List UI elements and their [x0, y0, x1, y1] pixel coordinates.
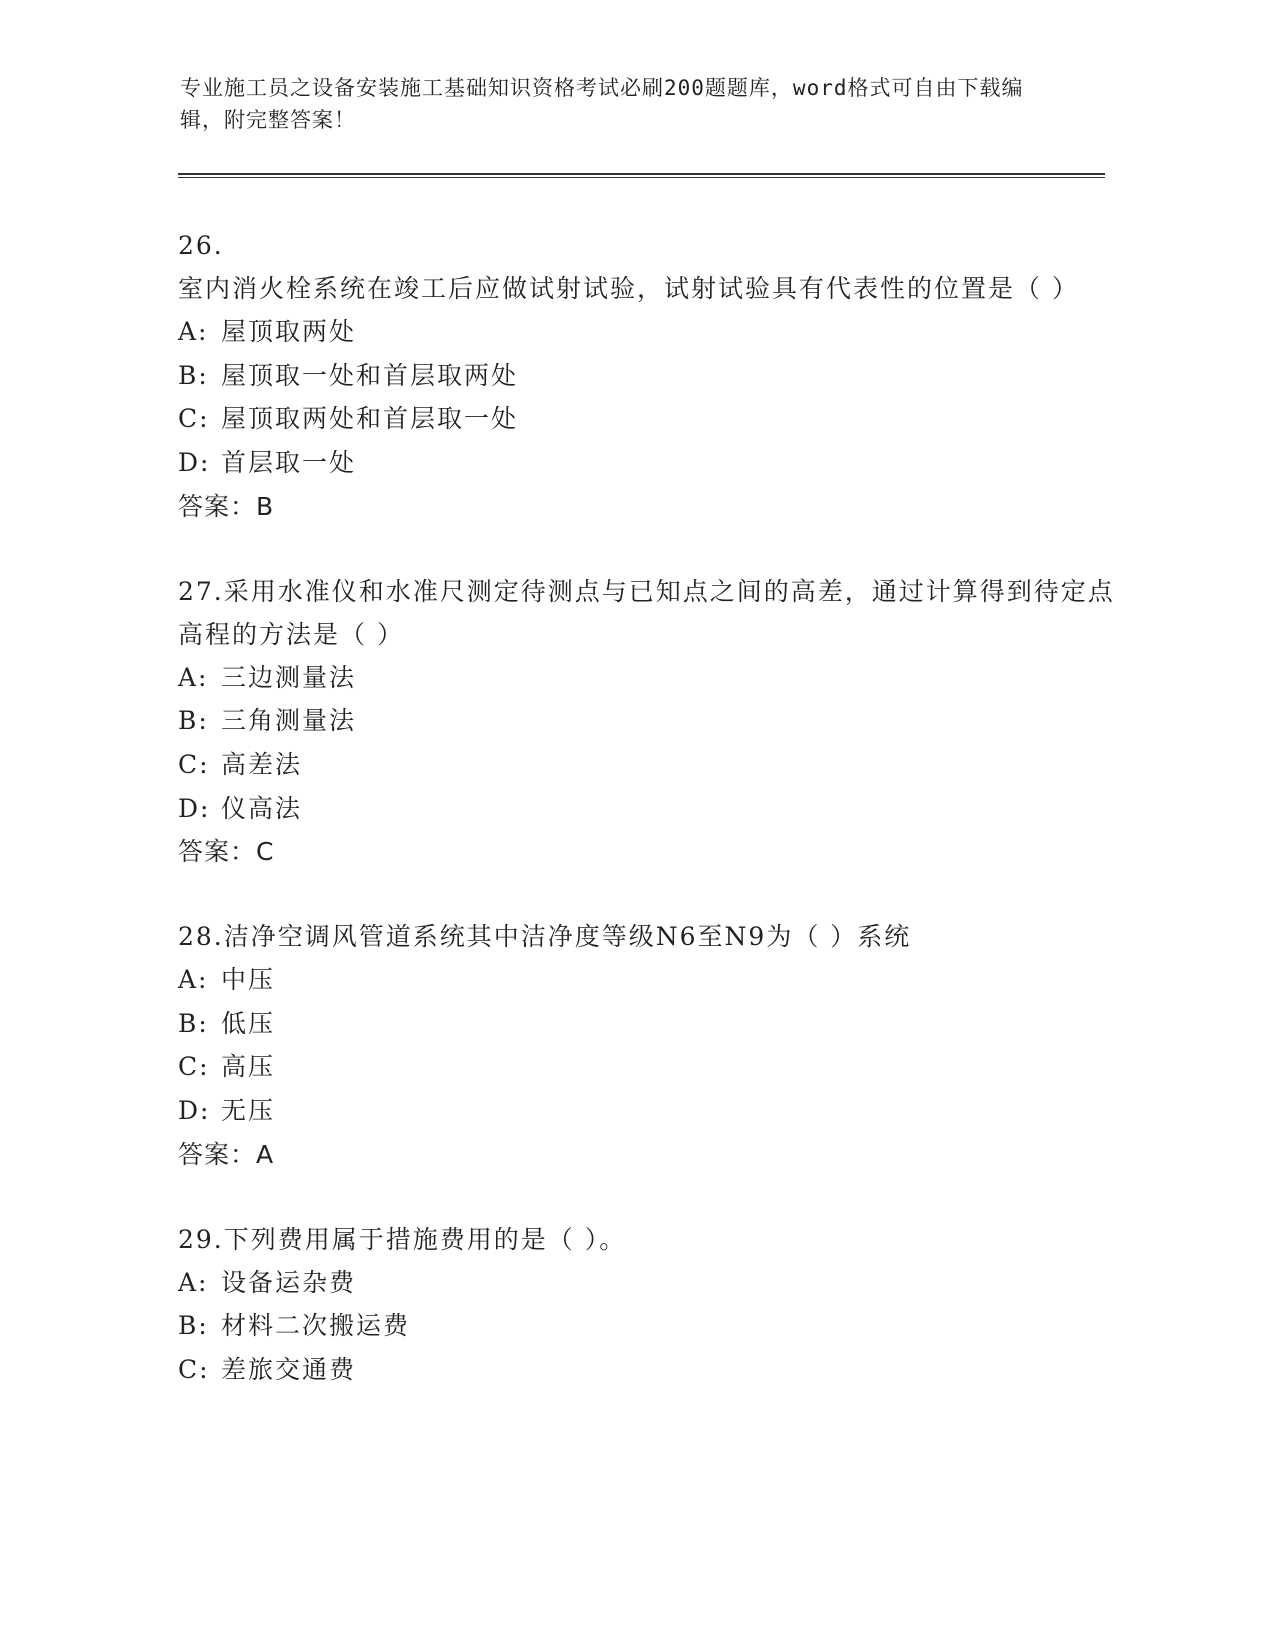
answer-line: 答案：C	[178, 837, 275, 867]
option-letter: B:	[178, 1008, 209, 1038]
question-number: 28.	[178, 922, 224, 952]
option-letter: B:	[178, 1311, 209, 1341]
option-text: 屋顶取两处	[221, 317, 357, 346]
option-a	[178, 310, 1118, 354]
option-letter: C:	[178, 1354, 210, 1384]
option-text: 设备运杂费	[221, 1267, 357, 1297]
option-d	[178, 1089, 1118, 1133]
option-text: 三角测量法	[221, 706, 357, 736]
option-c	[178, 1045, 1118, 1089]
question-text: 室内消火栓系统在竣工后应做试射试验，试射试验具有代表性的位置是（ ）	[178, 274, 1079, 303]
option-b	[178, 1304, 1118, 1348]
option-d	[178, 441, 1118, 485]
question-number: 26.	[178, 231, 224, 260]
option-letter: A:	[178, 662, 209, 692]
option-text: 差旅交通费	[221, 1354, 357, 1384]
option-c	[178, 1348, 1118, 1392]
question-26	[178, 224, 1118, 529]
question-number: 27.	[178, 576, 224, 606]
option-letter: A:	[178, 317, 209, 346]
option-c	[178, 743, 1118, 787]
option-text: 高压	[221, 1052, 276, 1082]
option-c	[178, 397, 1118, 441]
question-text: 下列费用属于措施费用的是（ ）。	[223, 1224, 627, 1254]
question-29	[178, 1218, 1118, 1392]
option-d	[178, 787, 1118, 831]
option-letter: D:	[178, 448, 211, 478]
option-letter: D:	[178, 1096, 211, 1126]
question-28	[178, 915, 1118, 1177]
option-b	[178, 354, 1118, 398]
option-a	[178, 656, 1118, 700]
option-text: 首层取一处	[221, 448, 357, 478]
question-text: 采用水准仪和水准尺测定待测点与已知点之间的高差，通过计算得到待定点高程的方法是（ ）	[178, 576, 1115, 649]
option-letter: C:	[178, 1052, 210, 1082]
option-letter: C:	[178, 404, 210, 434]
option-text: 低压	[221, 1008, 276, 1038]
option-text: 三边测量法	[221, 662, 357, 692]
option-a	[178, 958, 1118, 1002]
answer-line: 答案：B	[178, 491, 275, 521]
option-letter: A:	[178, 965, 209, 995]
option-letter: C:	[178, 749, 210, 779]
answer-line: 答案：A	[178, 1139, 275, 1169]
option-b	[178, 699, 1118, 743]
option-text: 无压	[221, 1096, 276, 1126]
header-divider	[178, 173, 1105, 178]
option-text: 仪高法	[221, 793, 303, 823]
option-text: 屋顶取两处和首层取一处	[221, 404, 519, 434]
question-number: 29.	[178, 1224, 224, 1254]
option-b	[178, 1002, 1118, 1046]
question-27	[178, 570, 1118, 875]
question-text: 洁净空调风管道系统其中洁净度等级N6至N9为（ ）系统	[223, 922, 912, 952]
question-list	[178, 224, 1118, 1433]
option-letter: A:	[178, 1267, 209, 1297]
option-letter: B:	[178, 360, 209, 390]
option-text: 高差法	[221, 749, 303, 779]
option-text: 屋顶取一处和首层取两处	[221, 360, 519, 390]
option-a	[178, 1261, 1118, 1305]
option-text: 材料二次搬运费	[221, 1311, 411, 1341]
option-letter: D:	[178, 793, 211, 823]
document-header: 专业施工员之设备安装施工基础知识资格考试必刷200题题库，word格式可自由下载编辑，附完整答案！	[180, 76, 1024, 132]
option-text: 中压	[221, 965, 276, 995]
option-letter: B:	[178, 706, 209, 736]
